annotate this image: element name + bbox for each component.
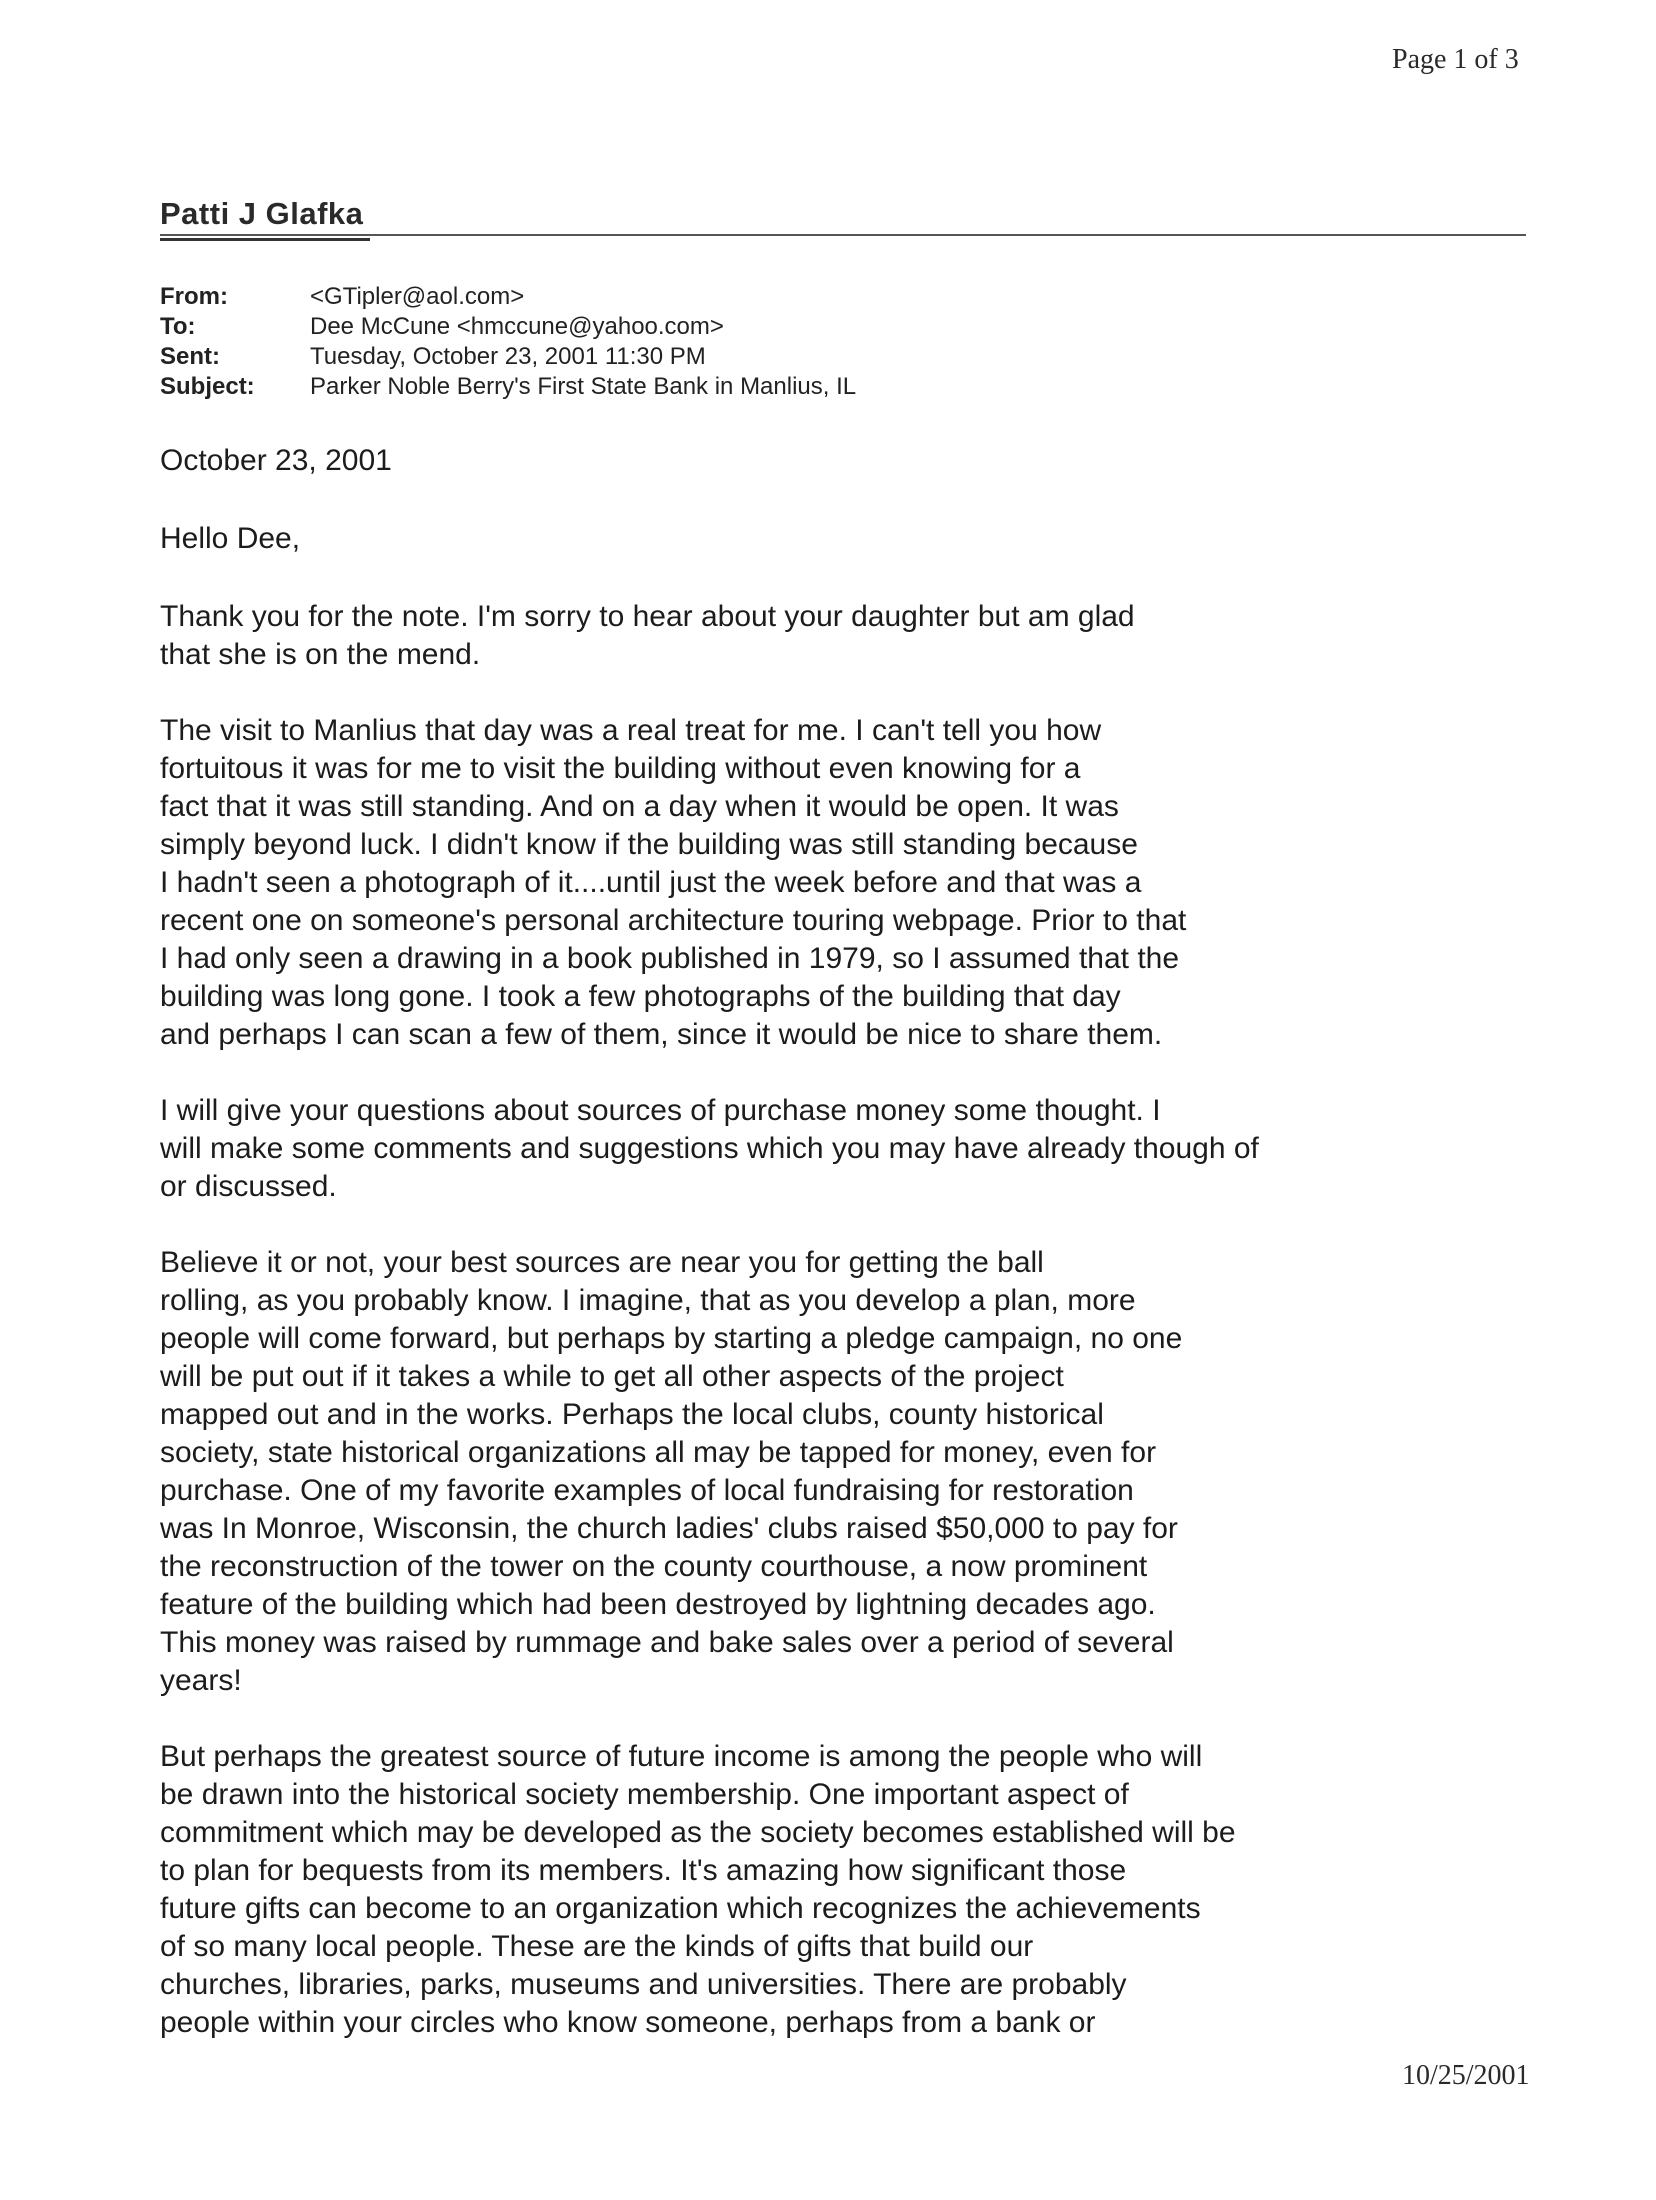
paragraph-1 [160,598,1450,674]
subject-label: Subject: [160,373,255,400]
text-line: or discussed. [160,1170,337,1203]
paragraph-5 [160,1738,1450,2042]
text-line: of so many local people. These are the kinds of gifts that build our [160,1930,1034,1963]
text-line: and perhaps I can scan a few of them, since it would be nice to share them. [160,1018,1163,1051]
text-line: the reconstruction of the tower on the county courthouse, a now prominent [160,1550,1148,1583]
text-line: people will come forward, but perhaps by starting a pledge campaign, no one [160,1322,1183,1355]
sender-name: Patti J Glafka [160,196,364,231]
text-line: society, state historical organizations all may be tapped for money, even for [160,1436,1157,1469]
paragraph-3 [160,1092,1450,1206]
from-row [160,282,856,312]
text-line: fact that it was still standing. And on a day when it would be open. It was [160,790,1119,823]
text-line: be drawn into the historical society membership. One important aspect of [160,1778,1129,1811]
text-line: people within your circles who know someone, perhaps from a bank or [160,2006,1096,2039]
text-line: commitment which may be developed as the society becomes established will be [160,1816,1236,1849]
text-line: to plan for bequests from its members. It's amazing how significant those [160,1854,1127,1887]
text-line: I will give your questions about sources of purchase money some thought. I [160,1094,1161,1127]
header-divider-accent [160,238,370,241]
footer-date: 10/25/2001 [1402,2060,1530,2091]
email-headers [160,282,856,402]
text-line: was In Monroe, Wisconsin, the church ladies' clubs raised $50,000 to pay for [160,1512,1178,1545]
text-line: mapped out and in the works. Perhaps the local clubs, county historical [160,1398,1104,1431]
to-label: To: [160,313,196,340]
text-line: But perhaps the greatest source of future income is among the people who will [160,1740,1203,1773]
text-line: will be put out if it takes a while to get all other aspects of the project [160,1360,1064,1393]
text-line: The visit to Manlius that day was a real treat for me. I can't tell you how [160,714,1102,747]
to-value: Dee McCune <hmccune@yahoo.com> [310,313,724,340]
text-line: purchase. One of my favorite examples of local fundraising for restoration [160,1474,1134,1507]
sent-value: Tuesday, October 23, 2001 11:30 PM [310,343,706,370]
text-line: This money was raised by rummage and bake sales over a period of several [160,1626,1174,1659]
text-line: building was long gone. I took a few photographs of the building that day [160,980,1121,1013]
text-line: Thank you for the note. I'm sorry to hear about your daughter but am glad [160,600,1135,633]
sent-row [160,342,856,372]
email-body [160,442,1450,2080]
greeting: Hello Dee, [160,522,301,555]
paragraph-4 [160,1244,1450,1700]
text-line: churches, libraries, parks, museums and universities. There are probably [160,1968,1127,2001]
text-line: will make some comments and suggestions which you may have already though of [160,1132,1259,1165]
text-line: rolling, as you probably know. I imagine, that as you develop a plan, more [160,1284,1136,1317]
to-row [160,312,856,342]
text-line: feature of the building which had been destroyed by lightning decades ago. [160,1588,1156,1621]
text-line: simply beyond luck. I didn't know if the building was still standing because [160,828,1138,861]
text-line: future gifts can become to an organization which recognizes the achievements [160,1892,1201,1925]
text-line: I had only seen a drawing in a book published in 1979, so I assumed that the [160,942,1180,975]
from-value: <GTipler@aol.com> [310,283,525,310]
text-line: fortuitous it was for me to visit the building without even knowing for a [160,752,1081,785]
text-line: Believe it or not, your best sources are near you for getting the ball [160,1246,1044,1279]
subject-row [160,372,856,402]
page-number: Page 1 of 3 [1392,44,1519,75]
text-line: recent one on someone's personal architecture touring webpage. Prior to that [160,904,1187,937]
text-line: that she is on the mend. [160,638,481,671]
header-divider [160,234,1526,236]
text-line: years! [160,1664,242,1697]
sent-label: Sent: [160,343,220,370]
text-line: I hadn't seen a photograph of it....until just the week before and that was a [160,866,1142,899]
paragraph-2 [160,712,1450,1054]
from-label: From: [160,283,228,310]
subject-value: Parker Noble Berry's First State Bank in Manlius, IL [310,373,857,400]
letter-date: October 23, 2001 [160,444,392,477]
